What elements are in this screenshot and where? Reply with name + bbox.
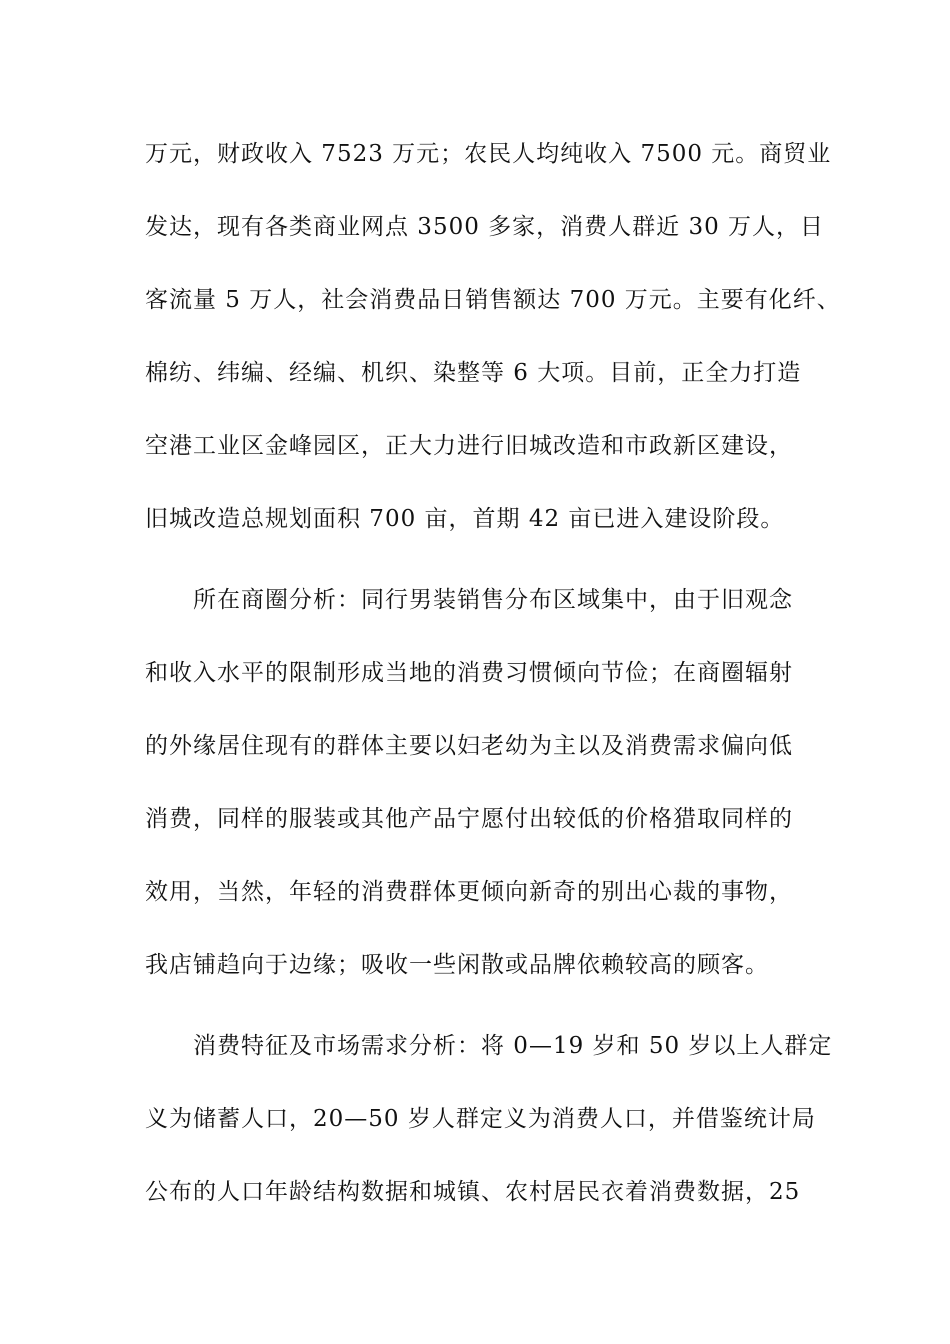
text-line: 我店铺趋向于边缘；吸收一些闲散或品牌依赖较高的顾客。: [145, 952, 769, 978]
text-line: 空港工业区金峰园区，正大力进行旧城改造和市政新区建设，: [145, 433, 793, 459]
paragraph-first-line: 所在商圈分析：同行男装销售分布区域集中，由于旧观念: [193, 587, 793, 613]
text-line: 棉纺、纬编、经编、机织、染整等 6 大项。目前，正全力打造: [145, 360, 802, 386]
text-line: 发达，现有各类商业网点 3500 多家，消费人群近 30 万人，日: [145, 214, 825, 240]
text-line: 和收入水平的限制形成当地的消费习惯倾向节俭；在商圈辐射: [145, 660, 793, 686]
text-line: 万元，财政收入 7523 万元；农民人均纯收入 7500 元。商贸业: [145, 141, 832, 167]
text-line: 客流量 5 万人，社会消费品日销售额达 700 万元。主要有化纤、: [145, 287, 841, 313]
text-line: 消费，同样的服装或其他产品宁愿付出较低的价格猎取同样的: [145, 806, 793, 832]
text-line: 公布的人口年龄结构数据和城镇、农村居民衣着消费数据，25: [145, 1179, 801, 1205]
text-line: 义为储蓄人口，20—50 岁人群定义为消费人口，并借鉴统计局: [145, 1106, 816, 1132]
text-line: 旧城改造总规划面积 700 亩，首期 42 亩已进入建设阶段。: [145, 506, 785, 532]
paragraph-first-line: 消费特征及市场需求分析：将 0—19 岁和 50 岁以上人群定: [193, 1033, 833, 1059]
text-line: 效用，当然，年轻的消费群体更倾向新奇的别出心裁的事物，: [145, 879, 793, 905]
text-line: 的外缘居住现有的群体主要以妇老幼为主以及消费需求偏向低: [145, 733, 793, 759]
